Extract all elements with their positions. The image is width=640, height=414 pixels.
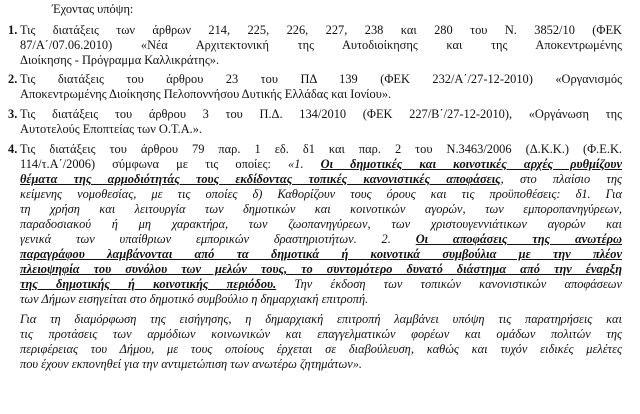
item-4-emphasis-2-end: της δημοτικής ή κοινοτικής περιόδου. — [20, 277, 277, 291]
item-1-line-1: Τις διατάξεις των άρθρων 214, 225, 226, 227, 238 και 280 του Ν. 3852/10 (ΦΕΚ — [20, 23, 622, 37]
item-4-number: 4. — [8, 142, 18, 156]
item-4-line-4-part-a: κείμενης νομοθεσίας, με τις οποίες — [20, 187, 253, 201]
item-4-line-1: Τις διατάξεις του άρθρου 79 παρ. 1 εδ. δ1 και παρ. 2 του Ν.3463/2006 (Δ.Κ.Κ.) (Φ.Ε.Κ. — [20, 142, 622, 156]
closing-line-2: τις προτάσεις των αρμόδιων κοινωνικών και επαγγελματικών φορέων και ομάδων πολιτών της — [20, 327, 622, 341]
item-3-number: 3. — [8, 107, 18, 121]
item-2-line-2: Αποκεντρωμένης Διοίκησης Πελοποννήσου Δυτικής Ελλάδας και Ιονίου». — [20, 87, 392, 101]
item-4-line-4 — [20, 187, 622, 202]
item-4-line-9: πλειοψηφία του συνόλου των μελών τους, το συντομότερο δυνατό διάστημα από την έναρξη — [20, 262, 622, 276]
item-4-line-10 — [20, 277, 622, 292]
item-4-line-7-text: γενικά των υπαίθριων εμπορικών δραστηριοτήτων. 2. — [20, 232, 416, 246]
item-4-emphasis-start: Οι δημοτικές και κοινοτικές αρχές ρυθμίζουν — [320, 157, 622, 171]
item-4-emphasis-2-start: Οι αποφάσεις της ανωτέρω — [415, 232, 623, 246]
closing-line-3: περιφέρειας του Δήμου, με τους οποίους έρχεται σε διαβούλευση, καθώς και τυχόν ειδικές μελέτες — [20, 342, 622, 356]
item-4-line-11: των Δήμων εισηγείται στο δημοτικό συμβούλιο η δημαρχιακή επιτροπή. — [20, 292, 369, 306]
closing-line-1: Για τη διαμόρφωση της εισήγησης, η δημαρχιακή επιτροπή λαμβάνει υπόψη τις παρατηρήσεις και — [20, 312, 622, 326]
item-4-line-7 — [20, 232, 622, 247]
item-1-line-2: 87/Α΄/07.06.2010) «Νέα Αρχιτεκτονική της Αυτοδιοίκησης και της Αποκεντρωμένης — [20, 38, 622, 52]
item-4-quote-open: «1. — [288, 157, 321, 171]
item-3-line-1: Τις διατάξεις του άρθρου 3 του Π.Δ. 134/2010 (ΦΕΚ 227/Β΄/27-12-2010), «Οργάνωση της — [20, 107, 622, 121]
heading: Έχοντας υπόψη: — [52, 2, 134, 16]
item-4-line-5: τη χρήση και λειτουργία των δημοτικών και κοινοτικών αγορών, των εμποροπανηγύρεων, — [20, 202, 622, 216]
item-4-line-8: παραγράφου λαμβάνονται από τα δημοτικά ή κοινοτικά συμβούλια με την πλέον — [20, 247, 622, 261]
item-1-number: 1. — [8, 23, 18, 37]
item-4-line-10-tail: Την έκδοση των τοπικών κανονιστικών αποφάσεων — [276, 277, 622, 291]
item-4-emphasis-end: θέματα της αρμοδιότητάς τους εκδίδοντας τοπικές κανονιστικές αποφάσεις — [20, 172, 501, 186]
item-4-line-3-tail: , στο πλαίσιο της — [500, 172, 622, 186]
item-3-line-2: Αυτοτελούς Εποπτείας των Ο.Τ.Α.». — [20, 122, 203, 136]
closing-line-4: που έχουν εκπονηθεί για την αντιμετώπιση των ανωτέρω ζητημάτων». — [20, 357, 362, 371]
item-2-line-1: Τις διατάξεις του άρθρου 23 του ΠΔ 139 (ΦΕΚ 232/Α΄/27-12-2010) «Οργανισμός — [20, 72, 622, 86]
item-4-line-2 — [20, 157, 622, 172]
item-4-line-3 — [20, 172, 622, 187]
item-1-line-3: Διοίκησης - Πρόγραμμα Καλλικράτης». — [20, 53, 220, 67]
item-4-line-6: παραδοσιακού ή μη χαρακτήρα, των ζωοπανηγύρεων, των χριστουγεννιάτικων αγορών και — [20, 217, 622, 231]
item-4-line-4-part-b: δ) Καθορίζουν τους όρους και τις προϋποθέσεις: δ1. Για — [252, 187, 622, 201]
item-2-number: 2. — [8, 72, 18, 86]
item-4-line-2-text: 114/τ.Α΄/2006) σύμφωνα με τις οποίες: — [20, 157, 289, 171]
